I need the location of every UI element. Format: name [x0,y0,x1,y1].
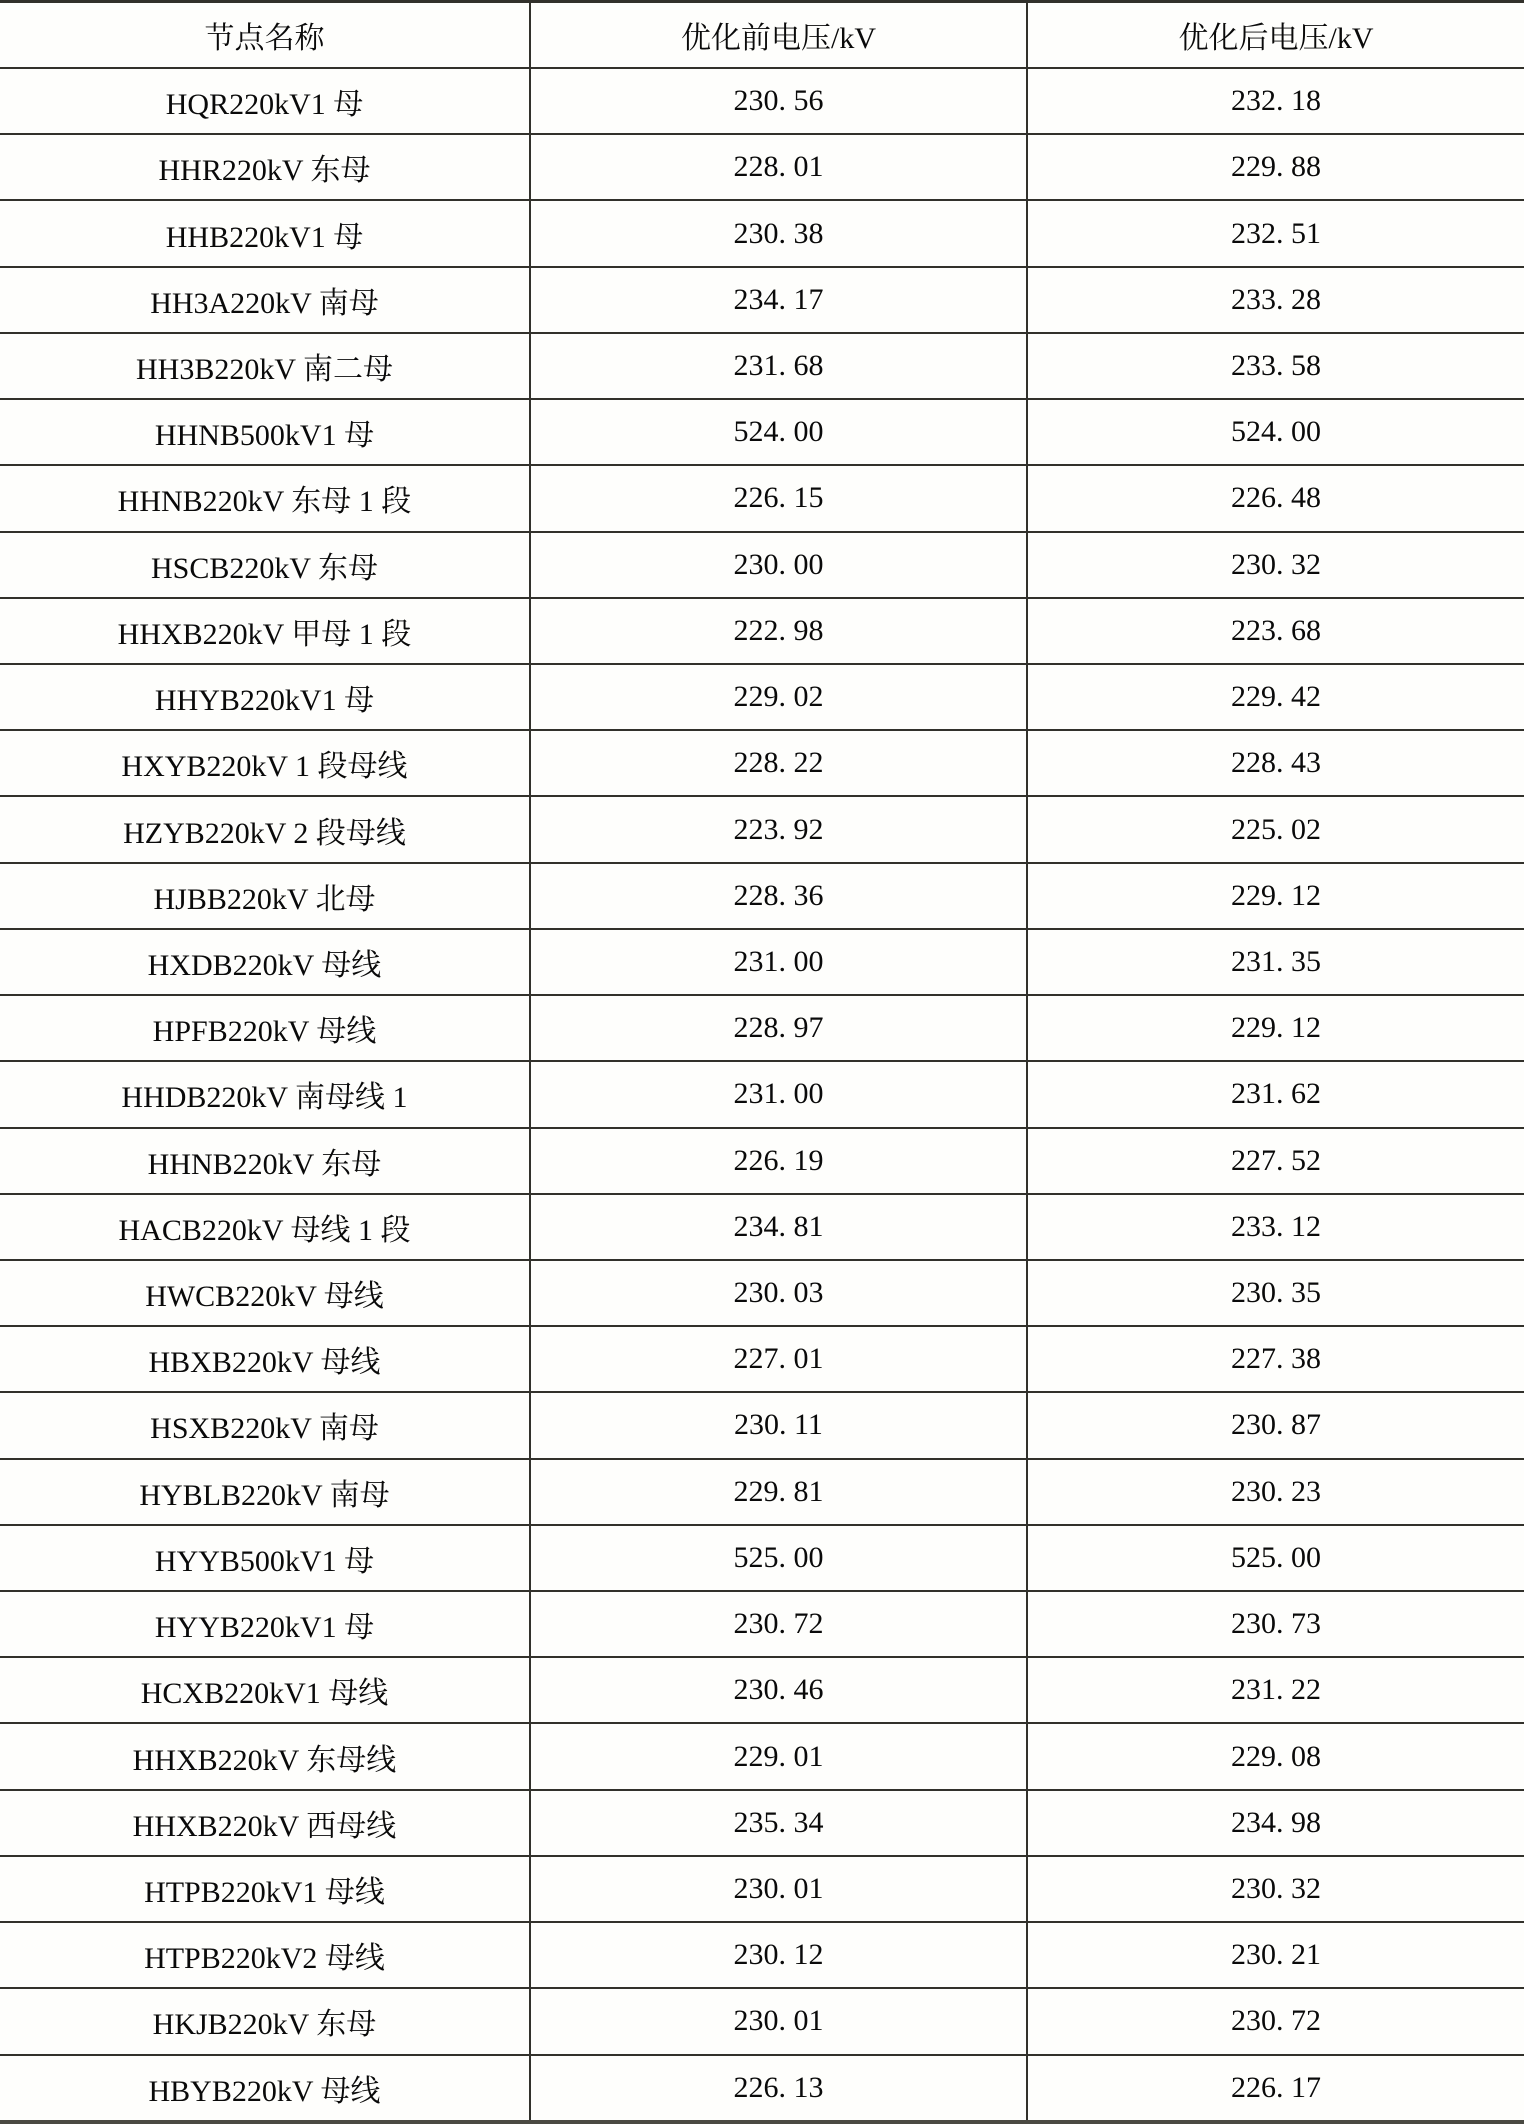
node-name-cell: HH3A220kV 南母 [0,267,530,333]
table-row [0,730,1524,796]
voltage-before-cell: 230. 56 [530,68,1027,134]
node-name-cell: HJBB220kV 北母 [0,863,530,929]
table-row [0,1525,1524,1591]
voltage-before-cell: 229. 81 [530,1459,1027,1525]
voltage-before-cell: 226. 19 [530,1128,1027,1194]
voltage-after-cell: 225. 02 [1027,796,1524,862]
node-name-cell: HYBLB220kV 南母 [0,1459,530,1525]
voltage-after-cell: 524. 00 [1027,399,1524,465]
node-name-cell: HH3B220kV 南二母 [0,333,530,399]
voltage-after-cell: 234. 98 [1027,1790,1524,1856]
node-name-cell: HHNB220kV 东母 1 段 [0,465,530,531]
voltage-before-cell: 230. 46 [530,1657,1027,1723]
voltage-before-cell: 235. 34 [530,1790,1027,1856]
voltage-after-cell: 229. 88 [1027,134,1524,200]
header-voltage-after: 优化后电压/kV [1178,22,1374,55]
voltage-after-cell: 231. 22 [1027,1657,1524,1723]
table-row [0,1988,1524,2054]
table-row [0,1922,1524,1988]
table-row [0,1591,1524,1657]
table-row [0,200,1524,266]
table-row [0,134,1524,200]
voltage-before-cell: 231. 00 [530,929,1027,995]
table-row [0,1260,1524,1326]
voltage-after-cell: 232. 51 [1027,200,1524,266]
voltage-after-cell: 229. 42 [1027,664,1524,730]
voltage-before-cell: 228. 36 [530,863,1027,929]
node-name-cell: HHXB220kV 西母线 [0,1790,530,1856]
voltage-after-cell: 230. 35 [1027,1260,1524,1326]
table-row [0,399,1524,465]
voltage-before-cell: 229. 01 [530,1723,1027,1789]
table-row [0,1790,1524,1856]
node-name-cell: HZYB220kV 2 段母线 [0,796,530,862]
voltage-before-cell: 227. 01 [530,1326,1027,1392]
table-row [0,664,1524,730]
voltage-before-cell: 234. 17 [530,267,1027,333]
voltage-after-cell: 233. 28 [1027,267,1524,333]
node-name-cell: HWCB220kV 母线 [0,1260,530,1326]
table-row [0,1657,1524,1723]
voltage-before-cell: 226. 15 [530,465,1027,531]
node-name-cell: HCXB220kV1 母线 [0,1657,530,1723]
table-row [0,2055,1524,2122]
node-name-cell: HBXB220kV 母线 [0,1326,530,1392]
table-row [0,863,1524,929]
table-row [0,1061,1524,1127]
table-row [0,532,1524,598]
table-row [0,1326,1524,1392]
node-name-cell: HYYB220kV1 母 [0,1591,530,1657]
voltage-after-cell: 228. 43 [1027,730,1524,796]
voltage-before-cell: 223. 92 [530,796,1027,862]
node-name-cell: HKJB220kV 东母 [0,1988,530,2054]
header-node-name: 节点名称 [0,2,530,69]
voltage-after-cell: 231. 62 [1027,1061,1524,1127]
table-row [0,796,1524,862]
header-voltage-before: 优化前电压/kV [530,2,1027,69]
voltage-before-cell: 228. 22 [530,730,1027,796]
voltage-before-cell: 231. 68 [530,333,1027,399]
table-row [0,333,1524,399]
table-row [0,465,1524,531]
table-row [0,267,1524,333]
node-name-cell: HHNB220kV 东母 [0,1128,530,1194]
header-row [0,2,1524,69]
table-row [0,929,1524,995]
table-row [0,995,1524,1061]
voltage-before-cell: 230. 03 [530,1260,1027,1326]
voltage-before-cell: 230. 01 [530,1856,1027,1922]
node-name-cell: HHXB220kV 东母线 [0,1723,530,1789]
node-name-cell: HHB220kV1 母 [0,200,530,266]
table-row [0,1392,1524,1458]
voltage-after-cell: 230. 87 [1027,1392,1524,1458]
node-name-cell: HSCB220kV 东母 [0,532,530,598]
node-name-cell: HPFB220kV 母线 [0,995,530,1061]
voltage-before-cell: 230. 01 [530,1988,1027,2054]
voltage-before-cell: 230. 00 [530,532,1027,598]
table-row [0,1128,1524,1194]
table-row [0,68,1524,134]
voltage-after-cell: 232. 18 [1027,68,1524,134]
voltage-after-cell: 230. 73 [1027,1591,1524,1657]
node-name-cell: HYYB500kV1 母 [0,1525,530,1591]
voltage-before-cell: 230. 38 [530,200,1027,266]
voltage-after-cell: 230. 32 [1027,532,1524,598]
voltage-after-cell: 231. 35 [1027,929,1524,995]
node-name-cell: HHR220kV 东母 [0,134,530,200]
voltage-before-cell: 228. 97 [530,995,1027,1061]
voltage-before-cell: 524. 00 [530,399,1027,465]
voltage-after-cell: 227. 52 [1027,1128,1524,1194]
voltage-after-cell: 229. 08 [1027,1723,1524,1789]
voltage-after-cell: 229. 12 [1027,863,1524,929]
node-name-cell: HHXB220kV 甲母 1 段 [0,598,530,664]
voltage-after-cell: 226. 48 [1027,465,1524,531]
voltage-after-cell: 233. 58 [1027,333,1524,399]
voltage-before-cell: 226. 13 [530,2055,1027,2122]
node-name-cell: HACB220kV 母线 1 段 [0,1194,530,1260]
table-row [0,598,1524,664]
node-name-cell: HTPB220kV1 母线 [0,1856,530,1922]
voltage-after-cell: 233. 12 [1027,1194,1524,1260]
voltage-before-cell: 222. 98 [530,598,1027,664]
voltage-after-cell: 227. 38 [1027,1326,1524,1392]
node-name-cell: HBYB220kV 母线 [0,2055,530,2122]
node-name-cell: HXYB220kV 1 段母线 [0,730,530,796]
node-name-cell: HTPB220kV2 母线 [0,1922,530,1988]
voltage-before-cell: 525. 00 [530,1525,1027,1591]
voltage-before-cell: 230. 72 [530,1591,1027,1657]
table-header [0,2,1524,69]
node-name-cell: HHNB500kV1 母 [0,399,530,465]
table-row [0,1856,1524,1922]
node-name-cell: HXDB220kV 母线 [0,929,530,995]
voltage-before-cell: 229. 02 [530,664,1027,730]
voltage-after-cell: 226. 17 [1027,2055,1524,2122]
node-name-cell: HQR220kV1 母 [0,68,530,134]
voltage-after-cell: 230. 32 [1027,1856,1524,1922]
voltage-before-cell: 234. 81 [530,1194,1027,1260]
table-row [0,1194,1524,1260]
table-body [0,68,1524,2122]
table-row [0,1723,1524,1789]
table-row [0,1459,1524,1525]
voltage-after-cell: 525. 00 [1027,1525,1524,1591]
node-name-cell: HHYB220kV1 母 [0,664,530,730]
voltage-after-cell: 229. 12 [1027,995,1524,1061]
voltage-before-cell: 231. 00 [530,1061,1027,1127]
node-name-cell: HSXB220kV 南母 [0,1392,530,1458]
voltage-after-cell: 230. 23 [1027,1459,1524,1525]
voltage-before-cell: 228. 01 [530,134,1027,200]
voltage-before-cell: 230. 11 [530,1392,1027,1458]
node-name-cell: HHDB220kV 南母线 1 [0,1061,530,1127]
voltage-after-cell: 223. 68 [1027,598,1524,664]
voltage-before-cell: 230. 12 [530,1922,1027,1988]
voltage-after-cell: 230. 21 [1027,1922,1524,1988]
voltage-after-cell: 230. 72 [1027,1988,1524,2054]
